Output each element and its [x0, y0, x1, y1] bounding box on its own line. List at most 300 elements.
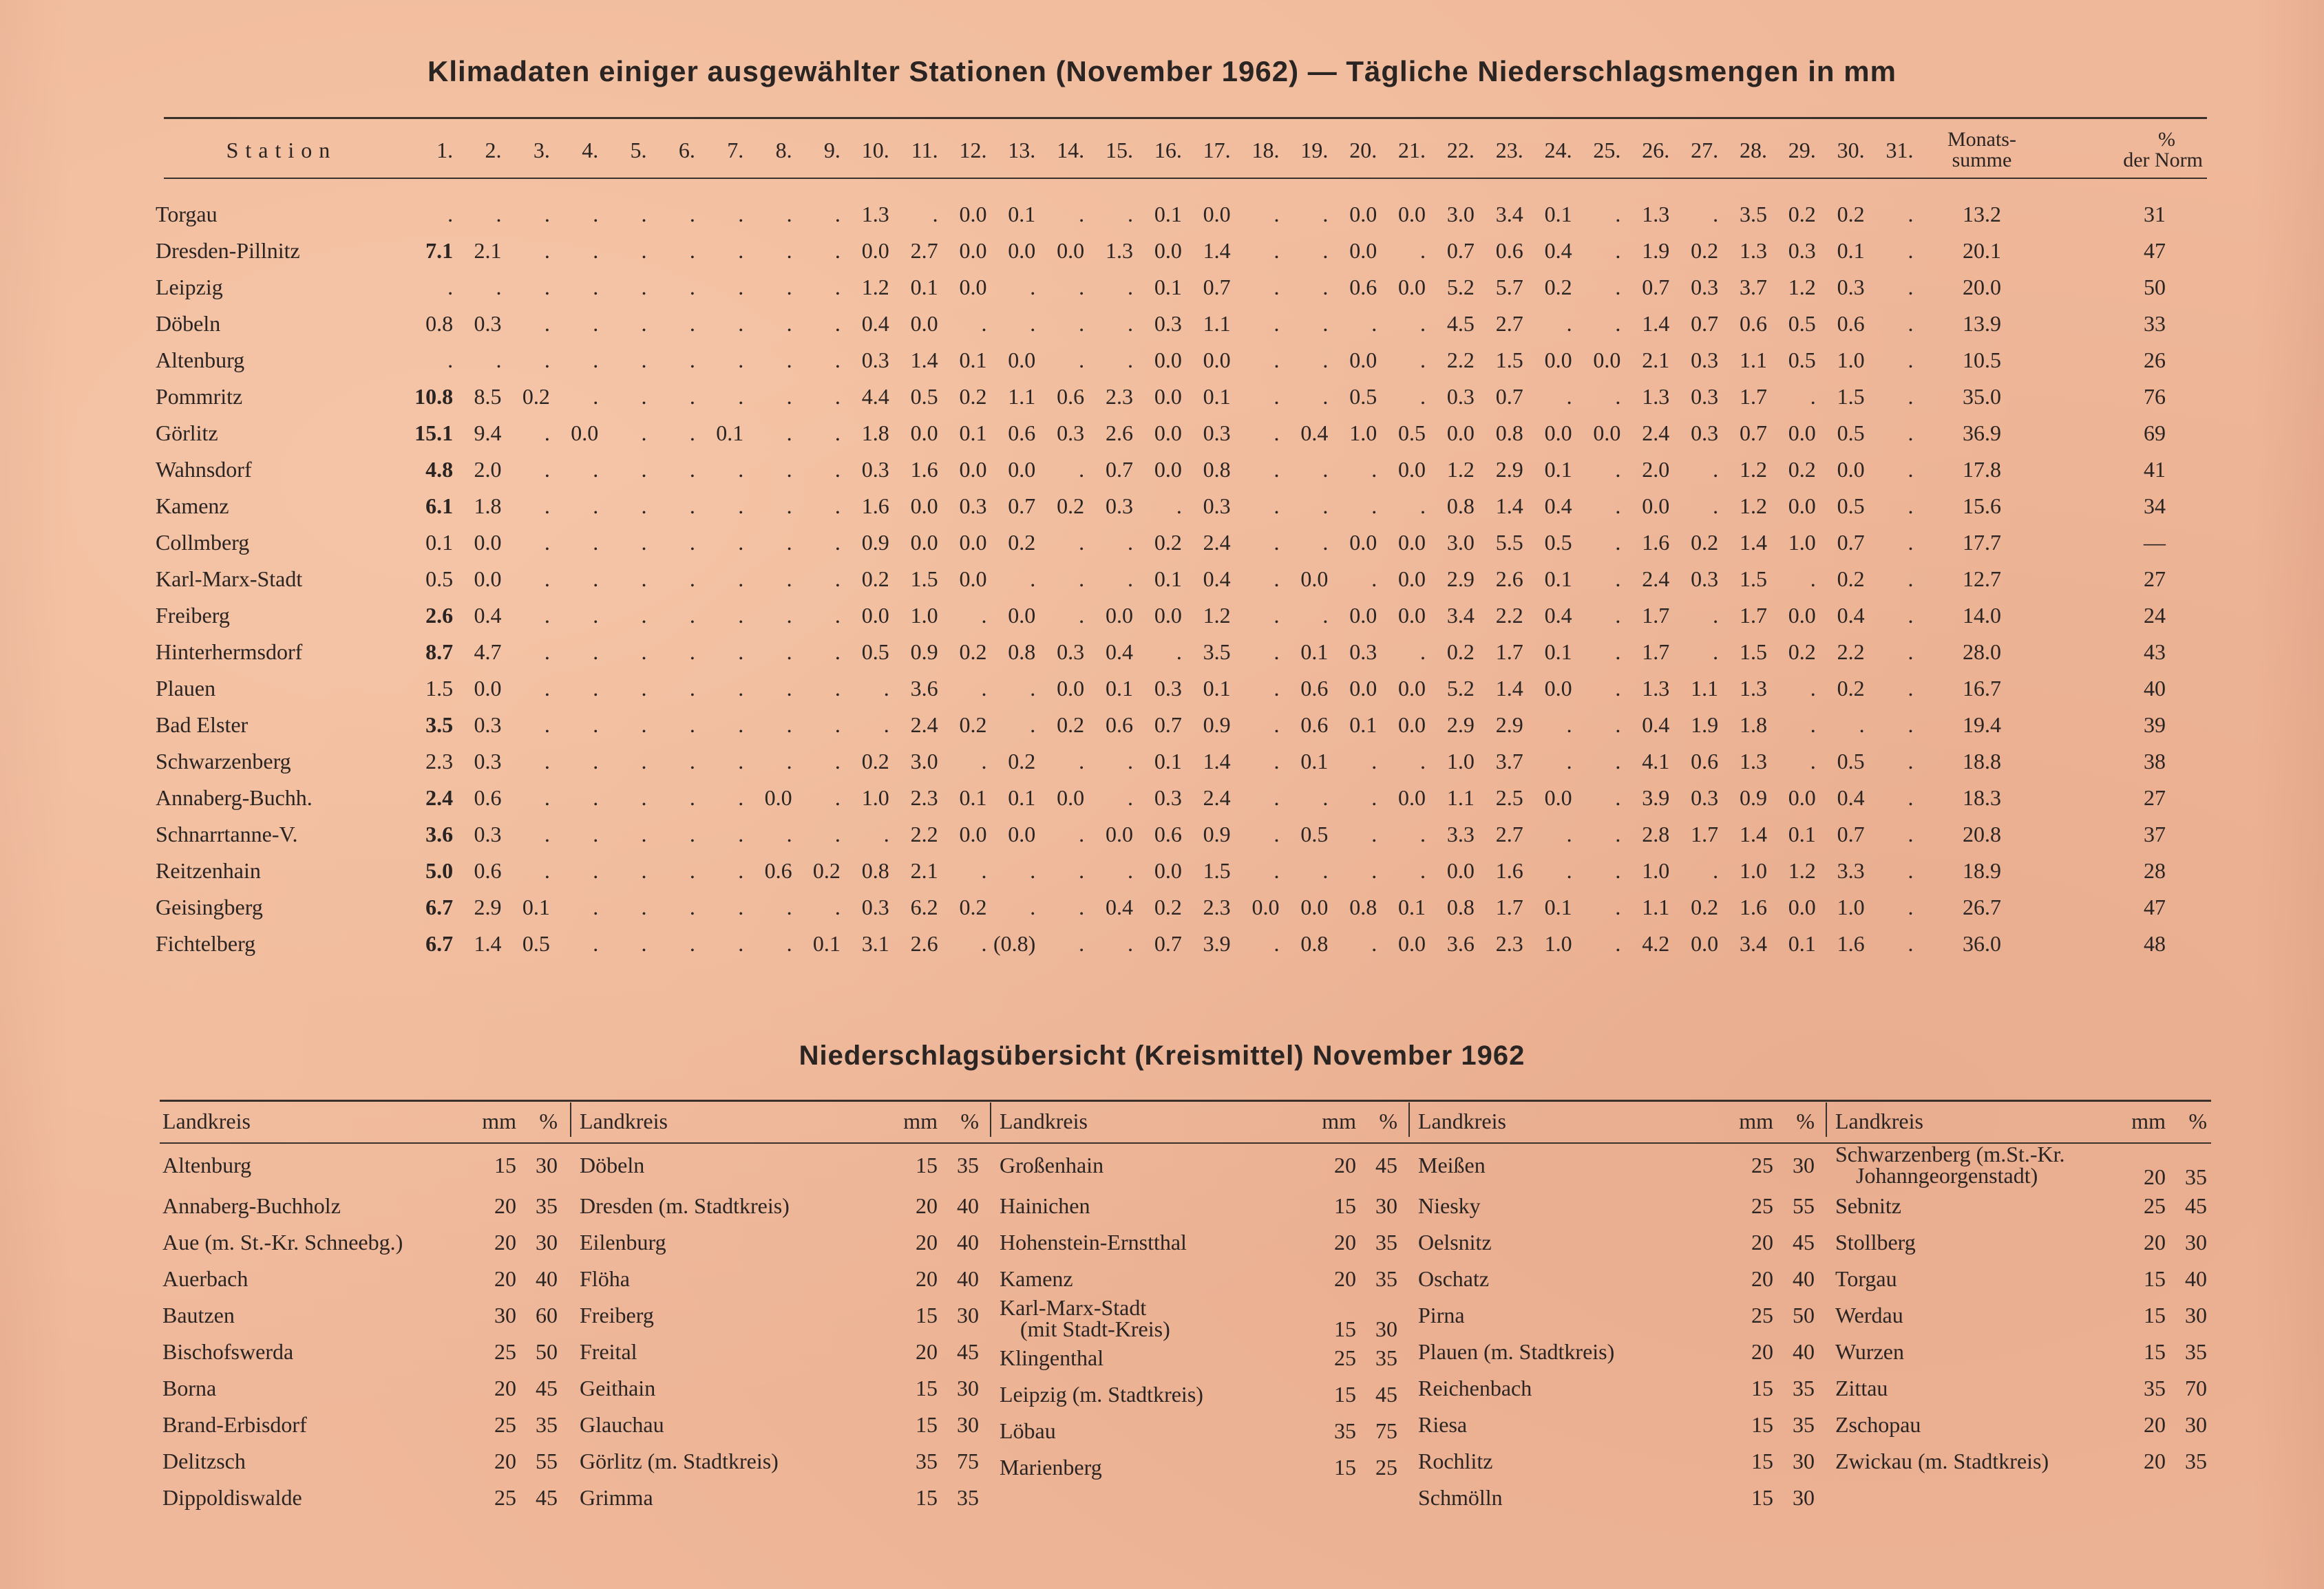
daily-value: 0.2 [1837, 202, 1865, 226]
percent-of-norm: 47 [2144, 895, 2166, 919]
landkreis-mm: 35 [1334, 1418, 1356, 1443]
daily-value: 1.5 [1837, 384, 1865, 409]
daily-value: 0.0 [959, 238, 987, 263]
daily-value: 0.2 [959, 639, 987, 664]
daily-value: . [1713, 603, 1719, 628]
daily-value: . [689, 676, 695, 701]
daily-value: . [544, 420, 550, 445]
landkreis-percent: 40 [536, 1266, 558, 1291]
landkreis-percent: 45 [957, 1339, 979, 1364]
daily-value: 0.0 [1349, 676, 1377, 701]
daily-value: 3.9 [1203, 931, 1231, 956]
station-name: Kamenz [156, 493, 229, 518]
table-title: Klimadaten einiger ausgewählter Stationen (November 1962) — Tägliche Niederschlagsmengen in mm [427, 55, 1897, 87]
table-row [156, 738, 2207, 774]
daily-value: . [593, 785, 599, 810]
daily-value: 1.0 [1837, 895, 1865, 919]
daily-value: 0.0 [764, 785, 792, 810]
daily-value: . [834, 603, 841, 628]
daily-value: . [1615, 858, 1621, 883]
station-name: Schwarzenberg [156, 749, 291, 774]
daily-value: . [689, 311, 695, 336]
daily-value: . [1274, 530, 1280, 555]
daily-value: 2.9 [1446, 566, 1475, 591]
table-row [156, 446, 2207, 482]
landkreis-mm: 15 [1334, 1455, 1356, 1480]
daily-value: 0.1 [716, 420, 744, 445]
landkreis-name-line: Pirna [1418, 1303, 1465, 1327]
daily-value: . [689, 822, 695, 846]
daily-value: . [641, 822, 647, 846]
landkreis-name [580, 1261, 887, 1297]
table-row [1000, 1376, 1402, 1413]
day-header: 2. [485, 137, 502, 162]
daily-value: . [1079, 858, 1085, 883]
daily-value: 0.7 [1837, 822, 1865, 846]
table-row [156, 409, 2207, 446]
day-header: 16. [1154, 137, 1182, 162]
daily-value: . [1030, 712, 1036, 737]
station-name: Hinterhermsdorf [156, 639, 303, 664]
landkreis-name-line: Glauchau [580, 1412, 664, 1437]
mm-header: mm [482, 1108, 516, 1133]
daily-value: . [1371, 493, 1377, 518]
daily-value: 5.2 [1446, 275, 1475, 299]
daily-value: . [641, 384, 647, 409]
table-row [1418, 1480, 1819, 1516]
daily-value: . [1615, 895, 1621, 919]
daily-value: . [1274, 275, 1280, 299]
day-header: 6. [678, 137, 695, 162]
landkreis-name [1000, 1449, 1305, 1486]
daily-value: . [1713, 858, 1719, 883]
daily-value: 0.0 [1544, 676, 1572, 701]
daily-value: 0.1 [1544, 639, 1572, 664]
daily-value: . [1274, 311, 1280, 336]
landkreis-mm: 15 [494, 1152, 516, 1177]
daily-value: . [834, 238, 841, 263]
daily-value: 0.1 [910, 275, 938, 299]
table-row [156, 847, 2207, 884]
daily-value: . [1030, 858, 1036, 883]
landkreis-percent: 40 [957, 1193, 979, 1218]
daily-value: 0.0 [1446, 858, 1475, 883]
daily-value: 1.7 [1642, 639, 1670, 664]
percent-of-norm: 69 [2144, 420, 2166, 445]
station-name: Pommritz [156, 384, 243, 409]
landkreis-percent: 40 [957, 1230, 979, 1255]
daily-value: 0.0 [1008, 457, 1036, 482]
landkreis-percent: 40 [1793, 1339, 1815, 1364]
landkreis-percent: 40 [2185, 1266, 2207, 1291]
landkreis-name-line: Schmölln [1418, 1485, 1503, 1510]
daily-value: . [641, 348, 647, 372]
landkreis-mm: 25 [494, 1339, 516, 1364]
daily-value: 1.5 [1739, 639, 1767, 664]
table-row [1835, 1407, 2211, 1443]
landkreis-mm: 20 [2144, 1230, 2166, 1255]
column-separator [1826, 1102, 1827, 1137]
day-header: 13. [1008, 137, 1036, 162]
daily-value: 1.6 [1642, 530, 1670, 555]
daily-value: . [593, 603, 599, 628]
station-table [156, 121, 2207, 957]
daily-value: . [834, 348, 841, 372]
daily-value: . [1810, 566, 1816, 591]
daily-value: 0.6 [764, 858, 792, 883]
daily-value: . [1420, 384, 1426, 409]
landkreis-name-line: Dresden (m. Stadtkreis) [580, 1193, 790, 1218]
daily-value: . [593, 676, 599, 701]
daily-value: 0.7 [1446, 238, 1475, 263]
daily-value: . [1615, 749, 1621, 774]
daily-value: . [641, 603, 647, 628]
landkreis-name-line: Riesa [1418, 1412, 1468, 1437]
table-row [580, 1142, 983, 1188]
daily-value: 0.3 [1203, 420, 1231, 445]
landkreis-mm: 20 [916, 1193, 938, 1218]
landkreis-mm: 30 [494, 1303, 516, 1327]
day-header: 23. [1495, 137, 1523, 162]
daily-value: 0.4 [1837, 603, 1865, 628]
daily-value: 0.2 [861, 566, 889, 591]
daily-value: . [1127, 566, 1133, 591]
daily-value: 0.0 [1837, 457, 1865, 482]
daily-value: 1.4 [1203, 238, 1231, 263]
daily-value: . [738, 603, 744, 628]
daily-value: 0.7 [1008, 493, 1036, 518]
landkreis-percent: 35 [1375, 1230, 1397, 1255]
daily-value: 2.4 [910, 712, 938, 737]
daily-value: . [641, 530, 647, 555]
landkreis-mm: 25 [1751, 1193, 1773, 1218]
table-row [156, 300, 2207, 337]
daily-value: . [1908, 931, 1914, 956]
daily-value: 2.6 [1105, 420, 1133, 445]
daily-value: . [1322, 457, 1329, 482]
landkreis-percent: 40 [1793, 1266, 1815, 1291]
daily-value: . [544, 493, 550, 518]
landkreis-name [1000, 1188, 1305, 1224]
daily-value: 0.5 [425, 566, 454, 591]
daily-value: . [593, 384, 599, 409]
daily-value: . [1274, 822, 1280, 846]
day-header: 3. [533, 137, 550, 162]
daily-value: . [1030, 311, 1036, 336]
daily-value: 0.0 [474, 530, 502, 555]
daily-value: . [738, 931, 744, 956]
daily-value: 0.6 [1300, 712, 1329, 737]
daily-value: 0.0 [1300, 895, 1329, 919]
daily-value: 1.7 [1495, 895, 1523, 919]
monthly-sum: 13.9 [1962, 311, 2001, 336]
daily-value: . [1615, 785, 1621, 810]
landkreis-header-row [1418, 1100, 1819, 1142]
daily-value: . [1615, 676, 1621, 701]
daily-value: . [593, 712, 599, 737]
daily-value: 4.4 [861, 384, 889, 409]
daily-value: 1.0 [1544, 931, 1572, 956]
daily-value: . [1908, 712, 1914, 737]
percent-header: % [1379, 1108, 1397, 1133]
table-row [580, 1188, 983, 1224]
landkreis-name-line: Freital [580, 1339, 637, 1364]
daily-value: . [1322, 348, 1329, 372]
daily-value: 0.8 [1300, 931, 1329, 956]
table-row [1000, 1297, 1402, 1340]
daily-value: 0.0 [1398, 530, 1426, 555]
daily-value: 0.1 [1837, 238, 1865, 263]
monthly-sum: 13.2 [1962, 202, 2001, 226]
station-name: Geisingberg [156, 895, 263, 919]
daily-value: . [1322, 603, 1329, 628]
landkreis-table [1418, 1100, 1819, 1516]
daily-value: . [738, 858, 744, 883]
landkreis-mm: 15 [2144, 1303, 2166, 1327]
table-row [1418, 1370, 1819, 1407]
daily-value: . [689, 858, 695, 883]
percent-of-norm: 43 [2144, 639, 2166, 664]
daily-value: . [689, 457, 695, 482]
daily-value: 1.2 [1446, 457, 1475, 482]
daily-value: 0.7 [1739, 420, 1767, 445]
table-row [162, 1370, 562, 1407]
daily-value: 0.2 [1788, 639, 1816, 664]
daily-value: . [834, 457, 841, 482]
landkreis-name-line: Döbeln [580, 1152, 645, 1177]
daily-value: 2.9 [1446, 712, 1475, 737]
daily-value: . [496, 202, 502, 226]
daily-value: . [1127, 311, 1133, 336]
landkreis-mm: 15 [1334, 1193, 1356, 1218]
table-row [162, 1480, 562, 1516]
station-name: Karl-Marx-Stadt [156, 566, 303, 591]
daily-value: 0.7 [1642, 275, 1670, 299]
daily-value: 0.0 [1398, 275, 1426, 299]
daily-value: 1.4 [910, 348, 938, 372]
daily-value: . [1566, 311, 1572, 336]
landkreis-name-line: Brand-Erbisdorf [162, 1412, 307, 1437]
daily-value: 0.9 [861, 530, 889, 555]
daily-value: . [1420, 311, 1426, 336]
landkreis-name [1835, 1188, 2115, 1224]
landkreis-name-line: Sebnitz [1835, 1193, 1901, 1218]
daily-value: 0.1 [1105, 676, 1133, 701]
percent-of-norm: 47 [2144, 238, 2166, 263]
daily-value: . [1274, 238, 1280, 263]
daily-value: . [981, 311, 987, 336]
daily-value: . [834, 639, 841, 664]
landkreis-name [580, 1297, 887, 1334]
table-row [1000, 1413, 1402, 1449]
daily-value: 0.4 [1203, 566, 1231, 591]
daily-value: 2.2 [1446, 348, 1475, 372]
daily-value: . [1615, 712, 1621, 737]
landkreis-name-line: Hainichen [1000, 1193, 1090, 1218]
daily-value: 2.3 [1105, 384, 1133, 409]
daily-value: 0.3 [1691, 785, 1719, 810]
daily-value: . [593, 858, 599, 883]
daily-value: 0.3 [1691, 384, 1719, 409]
daily-value: 2.4 [1203, 785, 1231, 810]
percent-of-norm: 31 [2144, 202, 2166, 226]
daily-value: . [544, 749, 550, 774]
table-row [1000, 1261, 1402, 1297]
daily-value: 0.0 [861, 603, 889, 628]
daily-value: . [641, 858, 647, 883]
table-row [1835, 1224, 2211, 1261]
daily-value: 3.0 [1446, 530, 1475, 555]
daily-value: 0.3 [1057, 639, 1085, 664]
daily-value: 1.6 [861, 493, 889, 518]
daily-value: . [1079, 566, 1085, 591]
landkreis-name-line: Grimma [580, 1485, 653, 1510]
table-row [580, 1443, 983, 1480]
landkreis-mm: 20 [916, 1266, 938, 1291]
landkreis-name-line2: (mit Stadt-Kreis) [1020, 1316, 1170, 1341]
daily-value: 0.0 [959, 566, 987, 591]
landkreis-name-line: Hohenstein-Ernstthal [1000, 1230, 1187, 1255]
daily-value: 0.7 [1154, 931, 1182, 956]
landkreis-header-row [162, 1100, 562, 1142]
daily-value: . [1176, 493, 1182, 518]
day-header: 19. [1300, 137, 1329, 162]
percent-norm-header-line2: der Norm [2123, 149, 2203, 171]
daily-value: 0.4 [1544, 238, 1572, 263]
daily-value: . [1615, 202, 1621, 226]
landkreis-mm: 20 [1751, 1339, 1773, 1364]
daily-value: 1.6 [910, 457, 938, 482]
daily-value: 0.0 [861, 238, 889, 263]
daily-value: 0.0 [1544, 348, 1572, 372]
daily-value: 4.1 [1642, 749, 1670, 774]
daily-value: 0.3 [1203, 493, 1231, 518]
daily-value: . [496, 275, 502, 299]
daily-value: . [689, 712, 695, 737]
daily-value: 1.0 [1349, 420, 1377, 445]
daily-value: . [1420, 348, 1426, 372]
landkreis-name-line: Geithain [580, 1376, 656, 1400]
daily-value: 1.7 [1691, 822, 1719, 846]
daily-value: 0.4 [1642, 712, 1670, 737]
daily-value: . [1615, 822, 1621, 846]
daily-value: . [641, 202, 647, 226]
landkreis-name-line: Bischofswerda [162, 1339, 294, 1364]
daily-value: 0.8 [1008, 639, 1036, 664]
daily-value: . [786, 457, 792, 482]
daily-value: . [1420, 822, 1426, 846]
percent-norm-header-line1: % [2158, 128, 2175, 151]
landkreis-percent: 40 [957, 1266, 979, 1291]
daily-value: 0.5 [1837, 493, 1865, 518]
landkreis-name-line: Aue (m. St.-Kr. Schneebg.) [162, 1230, 403, 1255]
daily-value: 0.0 [1398, 712, 1426, 737]
monthly-sum: 17.8 [1962, 457, 2001, 482]
daily-value: . [1420, 493, 1426, 518]
daily-value: . [1274, 858, 1280, 883]
landkreis-name [1418, 1261, 1722, 1297]
day-header: 11. [911, 137, 938, 162]
daily-value: . [1127, 785, 1133, 810]
daily-value: . [1615, 275, 1621, 299]
daily-value: . [1908, 202, 1914, 226]
daily-value: . [834, 676, 841, 701]
daily-value: . [1274, 566, 1280, 591]
daily-value: 0.1 [1154, 202, 1182, 226]
landkreis-name-line: Bautzen [162, 1303, 235, 1327]
landkreis-header: Landkreis [162, 1108, 251, 1133]
landkreis-header-row [580, 1100, 983, 1142]
daily-value: 0.0 [910, 493, 938, 518]
landkreis-header: Landkreis [1835, 1108, 1923, 1133]
monthly-sum: 20.1 [1962, 238, 2001, 263]
daily-value: . [544, 202, 550, 226]
station-name: Dresden-Pillnitz [156, 238, 300, 263]
daily-value: 0.3 [1837, 275, 1865, 299]
daily-value: 0.6 [474, 785, 502, 810]
daily-value: . [738, 676, 744, 701]
daily-value: 0.9 [1739, 785, 1767, 810]
landkreis-percent: 30 [1793, 1152, 1815, 1177]
station-name: Görlitz [156, 420, 218, 445]
landkreis-header-row [1835, 1100, 2211, 1142]
landkreis-name [162, 1261, 465, 1297]
landkreis-percent: 30 [957, 1303, 979, 1327]
landkreis-mm: 20 [2144, 1164, 2166, 1189]
day-header: 17. [1203, 137, 1231, 162]
daily-value: 2.2 [1495, 603, 1523, 628]
daily-value: 0.0 [1154, 384, 1182, 409]
daily-value: . [786, 275, 792, 299]
table-row [162, 1297, 562, 1334]
percent-of-norm: 26 [2144, 348, 2166, 372]
percent-header: % [2188, 1108, 2207, 1133]
landkreis-mm: 15 [1751, 1412, 1773, 1437]
daily-value: 1.8 [861, 420, 889, 445]
table-row [1835, 1188, 2211, 1224]
daily-value: . [738, 712, 744, 737]
daily-value: 0.9 [1203, 822, 1231, 846]
daily-value: 0.3 [861, 895, 889, 919]
percent-of-norm: 27 [2144, 566, 2166, 591]
daily-value: . [593, 749, 599, 774]
landkreis-name [580, 1188, 887, 1224]
daily-value: 0.2 [1691, 238, 1719, 263]
day-header: 9. [823, 137, 841, 162]
percent-of-norm: 76 [2144, 384, 2166, 409]
daily-value: 0.1 [1008, 785, 1036, 810]
day-header: 28. [1739, 137, 1767, 162]
table-row [156, 920, 2207, 957]
landkreis-mm: 20 [494, 1376, 516, 1400]
daily-value: 0.2 [812, 858, 841, 883]
daily-value: . [1566, 712, 1572, 737]
daily-value: 0.3 [959, 493, 987, 518]
daily-value: 0.1 [959, 420, 987, 445]
daily-value: 2.3 [1495, 931, 1523, 956]
daily-value: . [1079, 348, 1085, 372]
daily-value: 0.8 [1446, 493, 1475, 518]
daily-value: 0.6 [1739, 311, 1767, 336]
daily-value: 8.5 [474, 384, 502, 409]
landkreis-percent: 75 [957, 1449, 979, 1473]
daily-value: . [593, 822, 599, 846]
table-row [156, 227, 2207, 264]
daily-value: 3.4 [1446, 603, 1475, 628]
daily-value: 0.0 [959, 530, 987, 555]
daily-value: . [1615, 457, 1621, 482]
daily-value: 0.3 [1349, 639, 1377, 664]
